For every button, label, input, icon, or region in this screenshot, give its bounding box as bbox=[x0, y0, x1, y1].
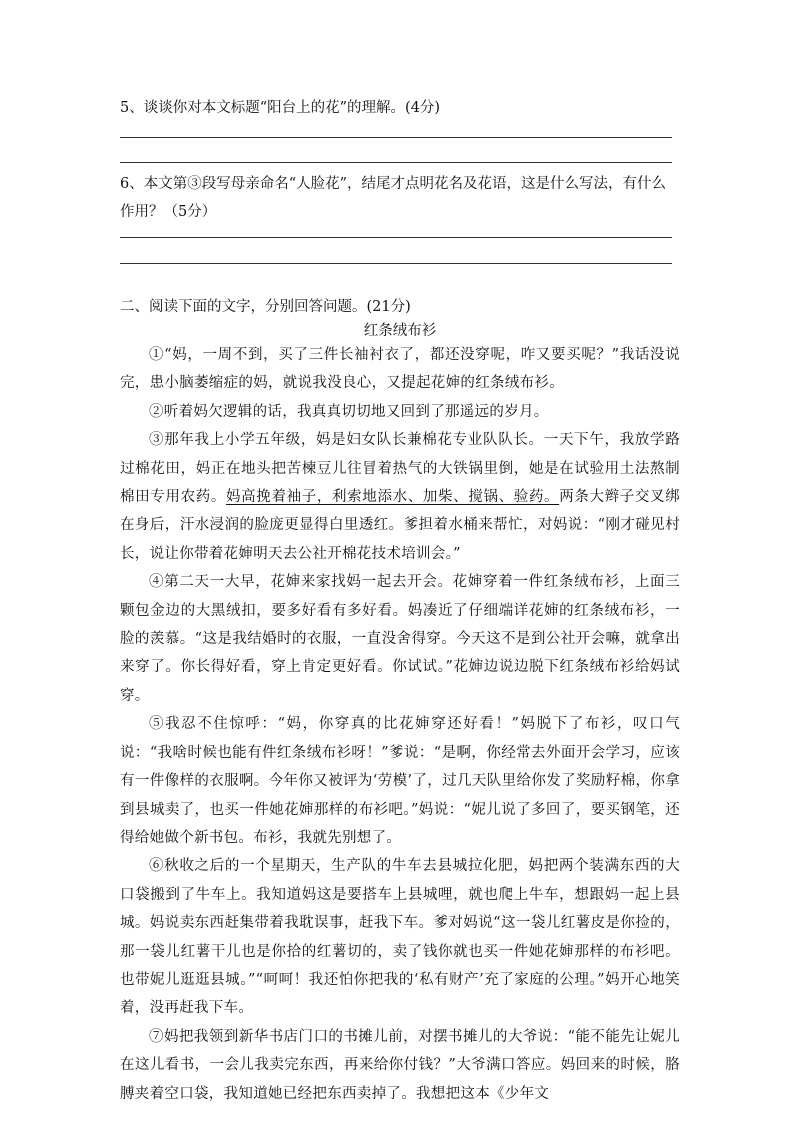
question-5: 5、谈谈你对本文标题“阳台上的花”的理解。(4分) bbox=[120, 100, 441, 116]
paragraph-1: ①“妈，一周不到，买了三件长袖衬衣了，都还没穿呢，咋又要买呢？”我话没说完，患小脑萎缩症的妈，就说我没良心，又提起花婶的红条绒布衫。 bbox=[120, 347, 680, 392]
answer-line bbox=[120, 237, 672, 238]
paragraph-3 bbox=[120, 426, 680, 568]
paragraph-6: ⑥秋收之后的一个星期天，生产队的牛车去县城拉化肥，妈把两个装满东西的大口袋搬到了牛车上。我知道妈这是要搭车上县城哩，就也爬上牛车，想跟妈一起上县城。妈说卖东西赶集带着我耽误事，赶我下车。爹对妈说“这一袋儿红薯皮是你捡的，那一袋儿红薯干儿也是你拾的红薯切的，卖了钱你就也买一件她花婶那样的布衫吧。也带妮儿逛逛县城。”“呵呵！我还怕你把我的‘私有财产’充了家庭的公理。”妈开心地笑着，没再赶我下车。 bbox=[120, 858, 680, 1017]
answer-line bbox=[120, 162, 672, 163]
paragraph-5: ⑤我忍不住惊呼：“妈，你穿真的比花婶穿还好看！”妈脱下了布衫，叹口气说：“我啥时候也能有件红条绒布衫呀！”爹说：“是啊，你经常去外面开会学习，应该有一件像样的衣服啊。今年你又被评为‘劳模’了，过几天队里给你发了奖励籽棉，你拿到县城卖了，也买一件她花婶那样的布衫吧。”妈说：“妮儿说了多回了，要买钢笔，还得给她做个新书包。布衫，我就先别想了。 bbox=[120, 716, 680, 846]
section-heading: 二、阅读下面的文字，分别回答问题。(21分) bbox=[120, 299, 411, 315]
paragraph-3-text: ③那年我上小学五年级，妈是妇女队长兼棉花专业队队长。一天下午，我放学路过棉花田，妈正在地头把苦楝豆儿往冒着热气的大铁锅里倒，她是在试验用土法熬制棉田专用农药。 bbox=[120, 432, 680, 506]
underlined-sentence: 妈高挽着袖子，利索地添水、加柴、搅锅、验药。 bbox=[226, 489, 560, 506]
paragraph-2: ②听着妈欠逻辑的话，我真真切切地又回到了那遥远的岁月。 bbox=[149, 403, 549, 420]
paragraph-7: ⑦妈把我领到新华书店门口的书摊儿前，对摆书摊儿的大爷说：“能不能先让妮儿在这儿看书，一会儿我卖完东西，再来给你付钱？”大爷满口答应。妈回来的时候，胳膊夹着空口袋，我知道她已经把东西卖掉了。我想把这本《少年文 bbox=[120, 1028, 680, 1102]
answer-line bbox=[120, 137, 672, 138]
paragraph-4: ④第二天一大早，花婶来家找妈一起去开会。花婶穿着一件红条绒布衫，上面三颗包金边的大黑绒扣，要多好看有多好看。妈凑近了仔细端详花婶的红条绒布衫，一脸的羡慕。“这是我结婚时的衣服，一直没舍得穿。今天这不是到公社开会嘛，就拿出来穿了。你长得好看，穿上肯定更好看。你试试。”花婶边说边脱下红条绒布衫给妈试穿。 bbox=[120, 574, 680, 704]
question-6: 6、本文第③段写母亲命名“人脸花”，结尾才点明花名及花语，这是什么写法，有什么作用？（5分） bbox=[120, 176, 667, 220]
article-title: 红条绒布衫 bbox=[363, 323, 437, 339]
answer-line bbox=[120, 263, 672, 264]
article-body bbox=[120, 341, 680, 1108]
paragraph-3-text-end: 两条大辫子交叉绑在身后，汗水浸润的脸庞更显得白里透红。爹担着水桶来帮忙，对妈说：“刚才碰见村长，说让你带着花婶明天去公社开棉花技术培训会。” bbox=[120, 489, 680, 562]
